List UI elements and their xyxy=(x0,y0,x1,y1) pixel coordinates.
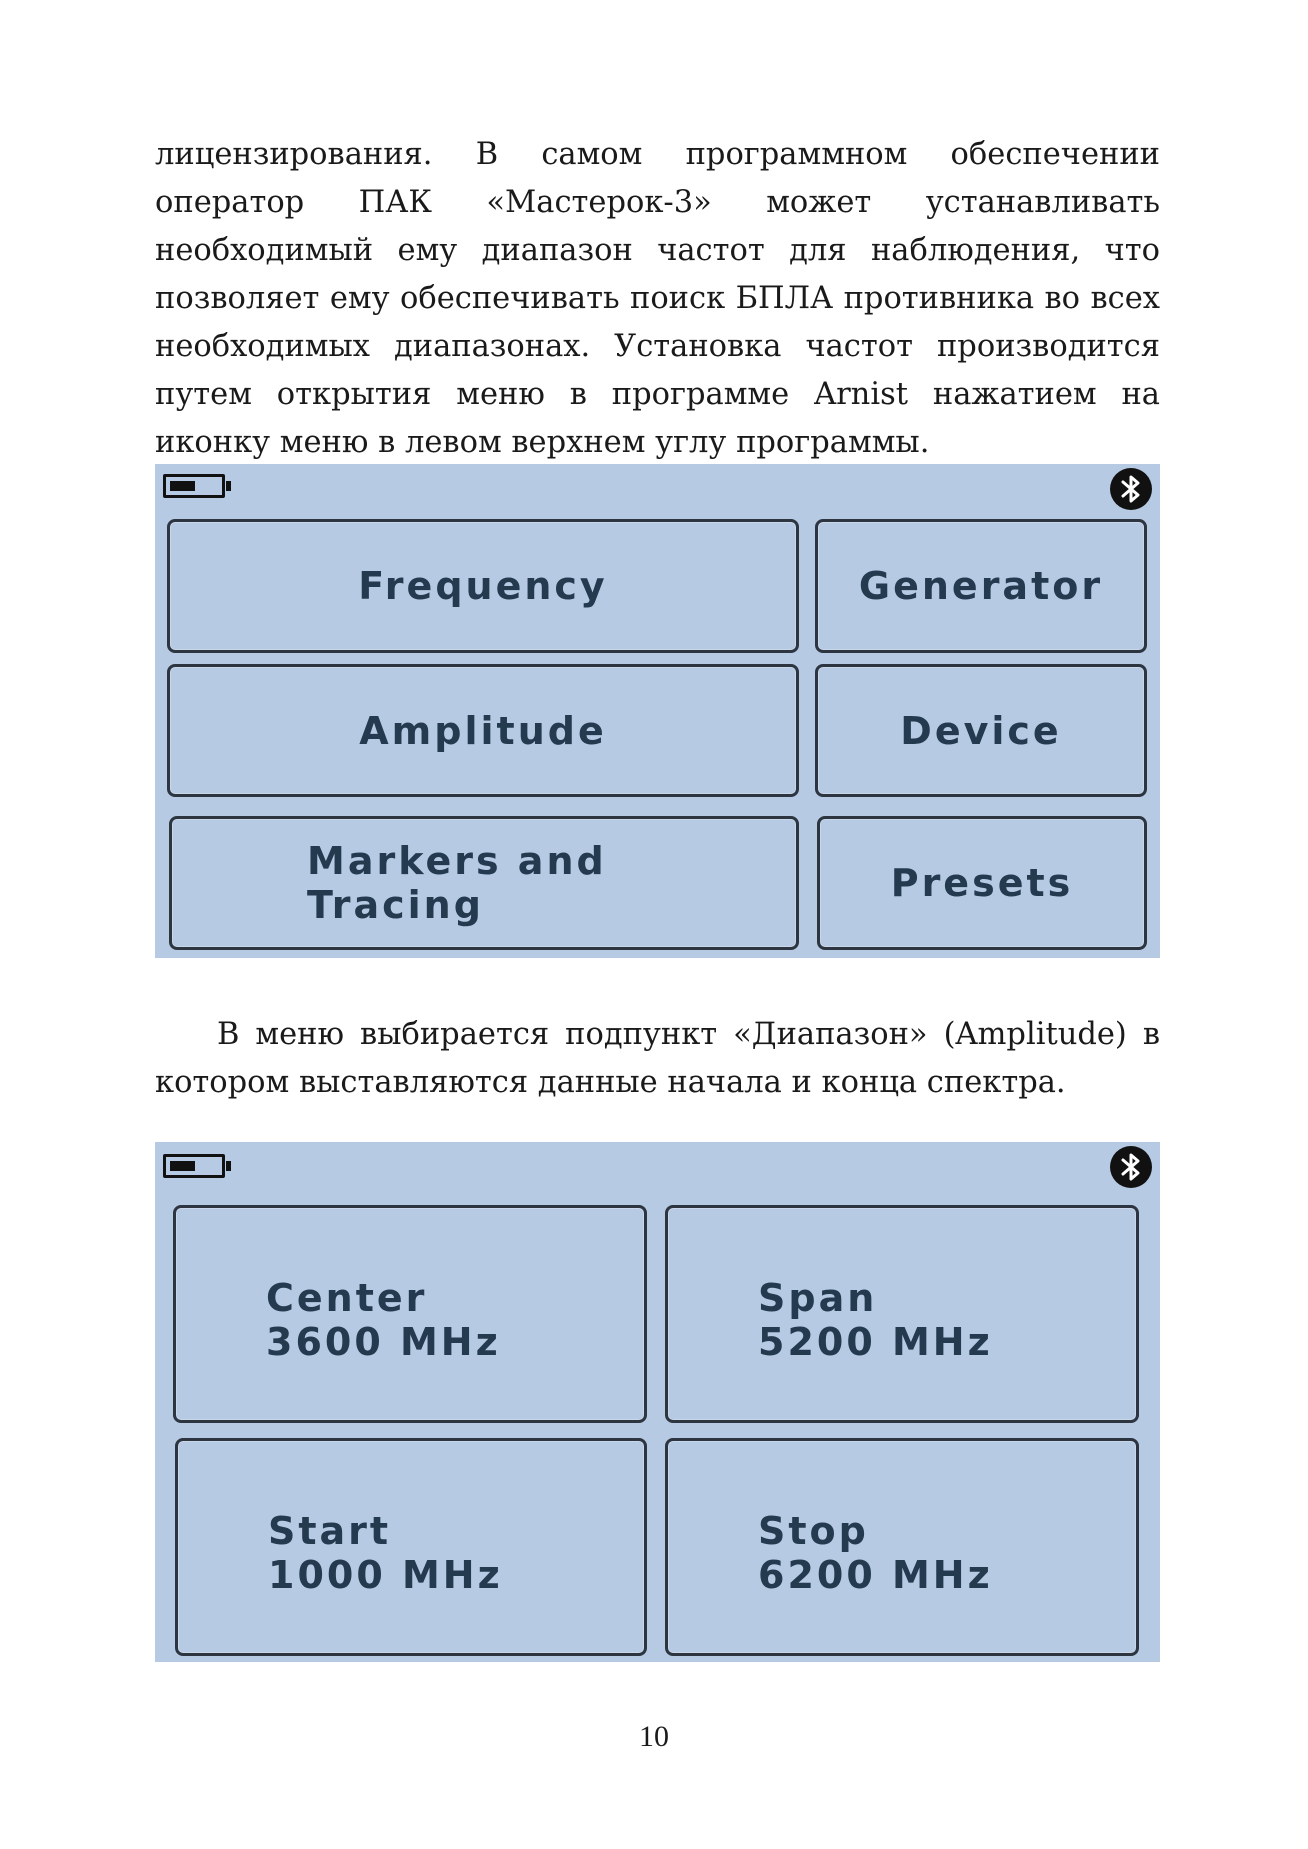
paragraph-licensing: лицензирования. В самом программном обеспечении оператор ПАК «Мастерок-3» может устанавливать необходимый ему диапазон частот для наблюдения, что позволяет ему обеспечивать поиск БПЛА противника во всех необходимых диапазонах. Установка частот производится путем открытия меню в программе Arnist нажатием на иконку меню в левом верхнем углу программы. xyxy=(155,137,1160,460)
generator-label: Generator xyxy=(858,564,1104,608)
paragraph-amplitude: В меню выбирается подпункт «Диапазон» (Amplitude) в котором выставляются данные начала и конца спектра. xyxy=(155,1017,1160,1100)
battery-icon xyxy=(163,474,225,498)
device-label: Device xyxy=(900,708,1062,753)
markers-and-tracing-button[interactable] xyxy=(169,816,799,950)
battery-icon xyxy=(163,1154,225,1178)
span-button[interactable] xyxy=(665,1205,1139,1423)
generator-button[interactable] xyxy=(815,519,1147,653)
stop-frequency-button[interactable] xyxy=(665,1438,1139,1656)
start-frequency-label: Start 1000 MHz xyxy=(268,1509,503,1597)
center-frequency-label: Center 3600 MHz xyxy=(266,1276,501,1364)
frequency-button[interactable] xyxy=(167,519,799,653)
amplitude-label: Amplitude xyxy=(359,708,607,753)
status-bar xyxy=(155,464,1160,512)
bluetooth-icon xyxy=(1110,468,1152,510)
center-frequency-button[interactable] xyxy=(173,1205,647,1423)
span-label: Span 5200 MHz xyxy=(758,1276,993,1364)
presets-button[interactable] xyxy=(817,816,1147,950)
status-bar xyxy=(155,1142,1160,1190)
start-frequency-button[interactable] xyxy=(175,1438,647,1656)
page-number: 10 xyxy=(639,1720,669,1753)
frequency-label: Frequency xyxy=(358,564,608,608)
amplitude-screenshot xyxy=(155,1142,1160,1662)
presets-label: Presets xyxy=(890,861,1074,905)
bluetooth-icon xyxy=(1110,1146,1152,1188)
device-menu-screenshot xyxy=(155,464,1160,958)
markers-and-tracing-label: Markers and Tracing xyxy=(307,839,607,927)
amplitude-button[interactable] xyxy=(167,664,799,797)
stop-frequency-label: Stop 6200 MHz xyxy=(758,1509,993,1597)
device-button[interactable] xyxy=(815,664,1147,797)
